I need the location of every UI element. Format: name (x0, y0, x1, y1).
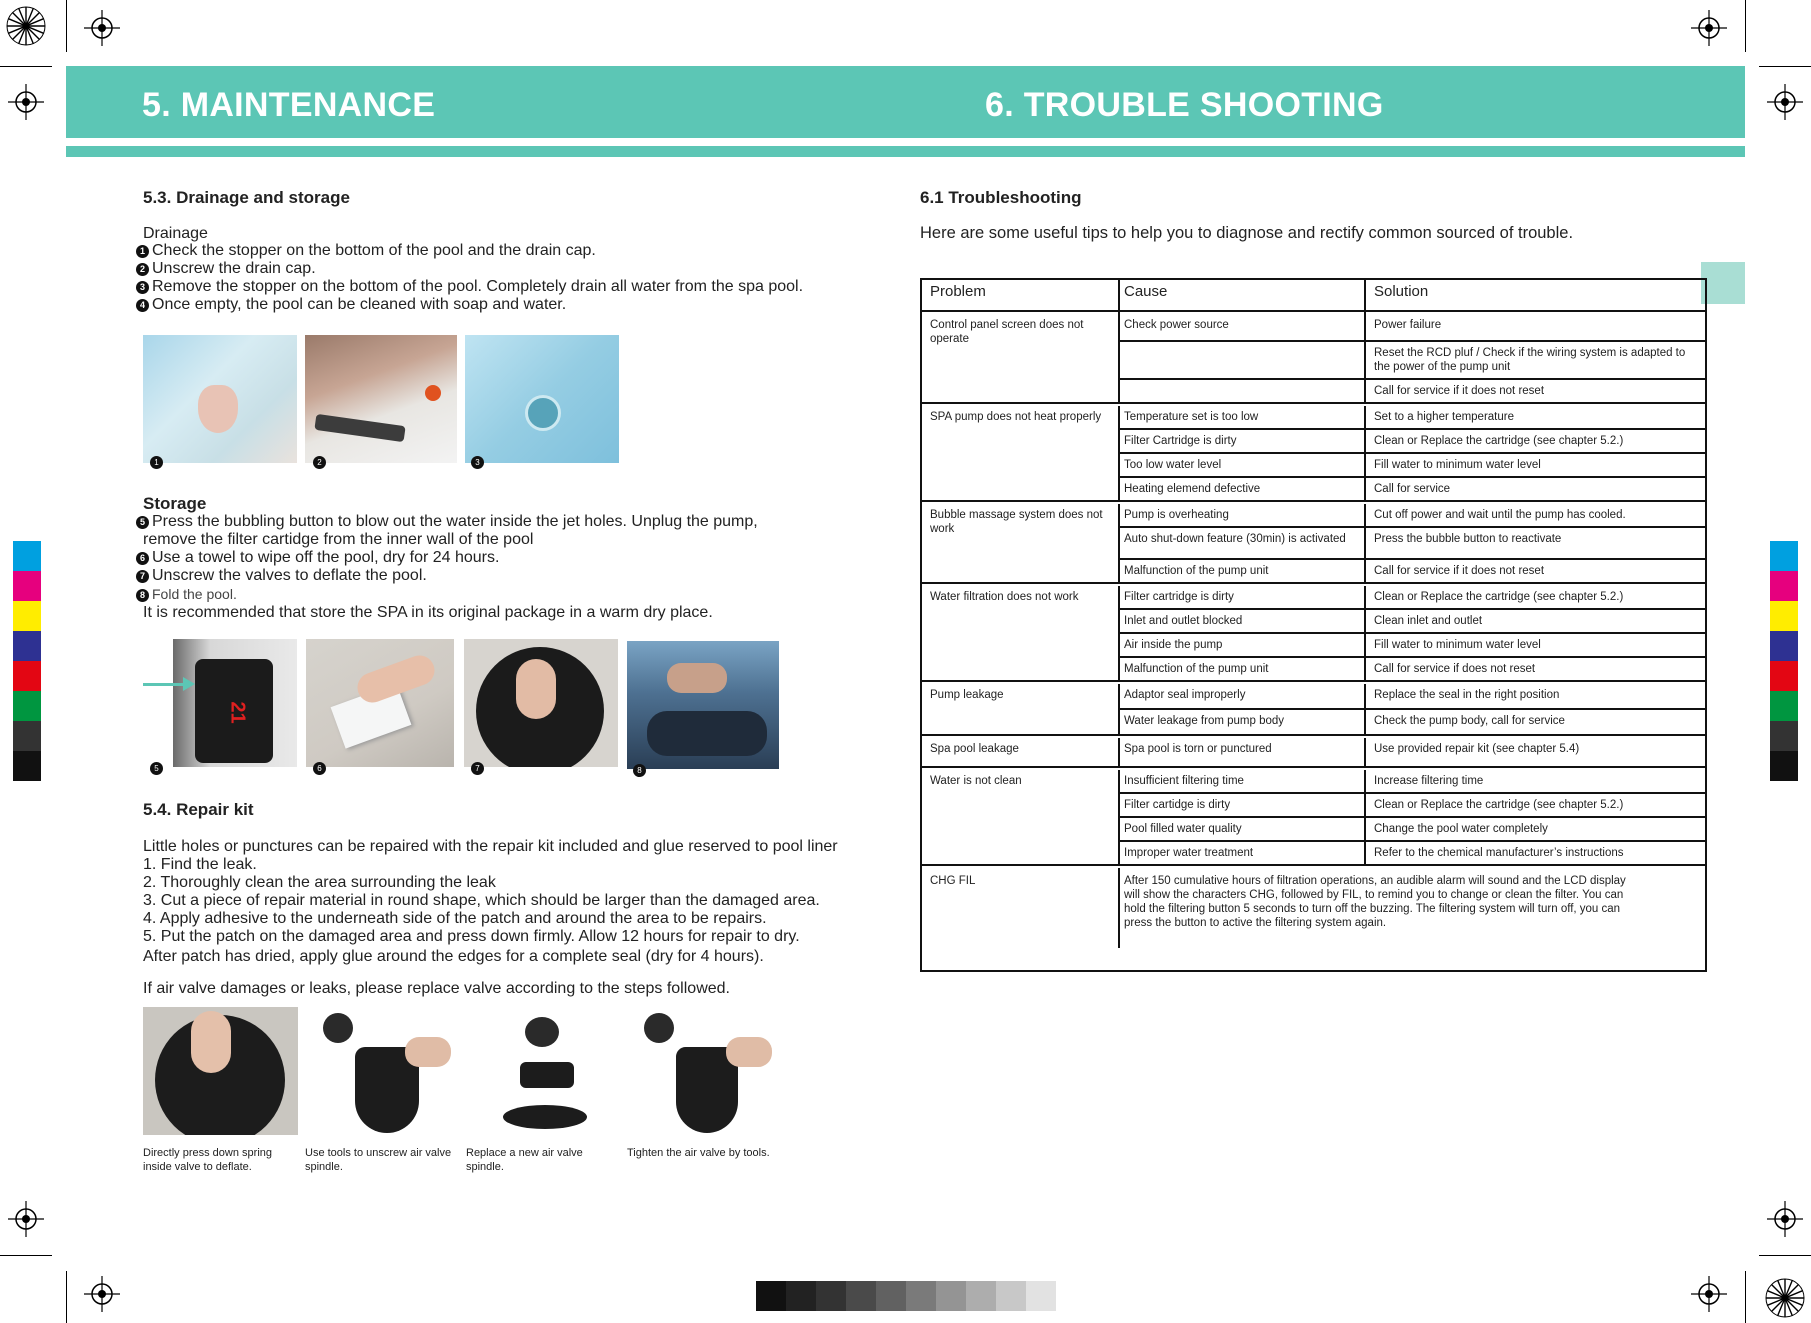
gray-swatch (756, 1281, 786, 1311)
table-rule (1120, 340, 1705, 342)
table-rule (922, 500, 1705, 502)
table-cause-cell: Filter cartridge is dirty (1124, 591, 1234, 603)
valve-photo-press (143, 1007, 298, 1135)
registration-mark-icon (1691, 10, 1727, 46)
valve-photo-unscrew (305, 1007, 458, 1135)
table-problem-cell: Water filtration does not work (930, 591, 1079, 603)
table-solution-cell: Reset the RCD pluf / Check if the wiring system is adapted to the power of the pump unit (1374, 347, 1686, 373)
table-cause-cell: Auto shut-down feature (30min) is activated (1124, 533, 1346, 545)
valve-caption-3: Replace a new air valve spindle. (466, 1147, 583, 1173)
table-rule (922, 864, 1705, 866)
trim-line (66, 1271, 67, 1323)
table-rule (1118, 406, 1120, 502)
table-rule (1118, 770, 1120, 866)
repair-text (143, 838, 863, 998)
drainage-step: 3 Remove the stopper on the bottom of the pool. Completely drain all water from the spa pool. (136, 278, 836, 296)
trim-line (66, 0, 67, 52)
table-rule (1120, 378, 1705, 380)
photo-number-badge: 6 (313, 762, 326, 775)
registration-mark-icon (1767, 84, 1803, 120)
color-swatch (13, 571, 41, 601)
step-number-badge: 4 (136, 299, 149, 312)
table-rule (1118, 314, 1120, 404)
table-cause-cell: Temperature set is too low (1124, 411, 1259, 423)
repair-step: 3. Cut a piece of repair material in round shape, which should be larger than the damaged area. (143, 892, 820, 909)
table-cause-cell: Adaptor seal improperly (1124, 689, 1246, 701)
table-rule (1118, 868, 1120, 948)
color-swatch (1770, 541, 1798, 571)
table-solution-cell: Clean or Replace the cartridge (see chapter 5.2.) (1374, 591, 1624, 603)
registration-mark-icon (84, 10, 120, 46)
table-rule (1118, 586, 1120, 682)
table-solution-cell: Power failure (1374, 319, 1442, 331)
table-solution-cell: Refer to the chemical manufacturer’s instructions (1374, 847, 1624, 859)
registration-mark-icon (8, 84, 44, 120)
table-header-solution: Solution (1374, 283, 1429, 300)
table-rule (1364, 314, 1366, 404)
gray-swatch (816, 1281, 846, 1311)
repair-intro: Little holes or punctures can be repaired with the repair kit included and glue reserved to pool liner (143, 838, 838, 855)
table-header-cause: Cause (1124, 283, 1168, 300)
table-problem-cell: Bubble massage system does not work (930, 509, 1103, 535)
table-solution-cell: Call for service if does not reset (1374, 663, 1536, 675)
table-cause-cell: Water leakage from pump body (1124, 715, 1285, 727)
table-problem-cell: Water is not clean (930, 775, 1022, 787)
table-rule (922, 734, 1705, 736)
color-swatch (13, 691, 41, 721)
valve-photo-replace (495, 1007, 595, 1135)
table-cause-cell: Insufficient filtering time (1124, 775, 1244, 787)
table-cause-cell: Check power source (1124, 319, 1229, 331)
step-number-badge: 8 (136, 589, 149, 602)
table-rule (1120, 452, 1705, 454)
valve-photo-tighten (636, 1007, 776, 1135)
table-cause-cell: Malfunction of the pump unit (1124, 565, 1269, 577)
repair-step: 2. Thoroughly clean the area surrounding the leak (143, 874, 496, 891)
step-number-badge: 5 (136, 516, 149, 529)
table-rule (1120, 608, 1705, 610)
side-tab (1701, 262, 1745, 304)
table-rule (1120, 656, 1705, 658)
color-swatch (13, 601, 41, 631)
drainage-steps (136, 242, 836, 314)
storage-step: 7 Unscrew the valves to deflate the pool. (136, 567, 836, 585)
color-swatch (1770, 751, 1798, 781)
table-solution-cell: Press the bubble button to reactivate (1374, 533, 1562, 545)
table-solution-cell: Increase filtering time (1374, 775, 1484, 787)
trim-line (0, 66, 52, 67)
step-number-badge: 2 (136, 263, 149, 276)
trim-line (1745, 1271, 1746, 1323)
table-rule (1118, 504, 1120, 584)
color-swatch (1770, 601, 1798, 631)
table-solution-cell: Clean inlet and outlet (1374, 615, 1483, 627)
table-chg-text: After 150 cumulative hours of filtration operations, an audible alarm will sound and the LCD display will show the characters CHG, followed by FIL, to remind you to change or clean the filter. You can hold the filtering button 5 seconds to turn off the buzzing. The filtering system will turn off, you can press the button to active the filtering system again. (1124, 875, 1626, 929)
trim-line (1745, 0, 1746, 52)
table-rule (1118, 684, 1120, 736)
drainage-step: 2 Unscrew the drain cap. (136, 260, 836, 278)
gray-swatch (1026, 1281, 1056, 1311)
storage-photo-valve (464, 639, 618, 767)
table-rule (1118, 738, 1120, 768)
registration-mark-icon (84, 1276, 120, 1312)
storage-photo-fold (627, 641, 779, 769)
arrow-pointer-head (183, 677, 195, 691)
drainage-photo-1 (143, 335, 297, 463)
table-solution-cell: Fill water to minimum water level (1374, 639, 1541, 651)
table-cause-cell: Malfunction of the pump unit (1124, 663, 1269, 675)
color-swatch (1770, 571, 1798, 601)
table-solution-cell: Call for service if it does not reset (1374, 565, 1545, 577)
drainage-photo-2 (305, 335, 457, 463)
table-cause-cell: Heating elemend defective (1124, 483, 1261, 495)
drainage-photo-3 (465, 335, 619, 463)
grayscale-ramp (756, 1281, 1056, 1311)
table-rule (1120, 558, 1705, 560)
step-number-badge: 1 (136, 245, 149, 258)
pump-display: 21 (226, 701, 249, 724)
gray-swatch (936, 1281, 966, 1311)
repair-step: 1. Find the leak. (143, 856, 257, 873)
table-rule (1364, 684, 1366, 736)
corner-starburst-icon (6, 6, 46, 46)
storage-step-5: 5 Press the bubbling button to blow out the water inside the jet holes. Unplug the pump, (136, 513, 836, 531)
gray-swatch (786, 1281, 816, 1311)
color-swatch (13, 661, 41, 691)
table-rule (922, 680, 1705, 682)
valve-caption-4: Tighten the air valve by tools. (627, 1147, 770, 1159)
table-rule (1120, 840, 1705, 842)
table-solution-cell: Check the pump body, call for service (1374, 715, 1565, 727)
table-rule (1118, 280, 1120, 314)
storage-step-5-cont: remove the filter cartidge from the inner wall of the pool (143, 531, 534, 548)
troubleshooting-intro: Here are some useful tips to help you to diagnose and rectify common sourced of trouble. (920, 224, 1574, 242)
header-rule (66, 146, 1745, 157)
table-solution-cell: Cut off power and wait until the pump has cooled. (1374, 509, 1626, 521)
trim-line (1759, 1255, 1811, 1256)
color-swatch (13, 631, 41, 661)
step-number-badge: 3 (136, 281, 149, 294)
table-rule (1364, 406, 1366, 502)
table-rule (922, 310, 1705, 312)
photo-number-badge: 3 (471, 456, 484, 469)
color-swatch-strip-left (13, 541, 41, 781)
table-cause-cell: Too low water level (1124, 459, 1222, 471)
color-swatch (13, 721, 41, 751)
gray-swatch (906, 1281, 936, 1311)
gray-swatch (966, 1281, 996, 1311)
table-rule (1120, 632, 1705, 634)
repair-valve-note: If air valve damages or leaks, please replace valve according to the steps followed. (143, 980, 730, 997)
table-solution-cell: Set to a higher temperature (1374, 411, 1514, 423)
color-swatch (1770, 721, 1798, 751)
table-rule (1364, 586, 1366, 682)
registration-mark-icon (1691, 1276, 1727, 1312)
table-solution-cell: Call for service (1374, 483, 1451, 495)
table-rule (1364, 280, 1366, 314)
registration-mark-icon (1767, 1201, 1803, 1237)
repair-step: 4. Apply adhesive to the underneath side of the patch and around the area to be repairs. (143, 910, 767, 927)
table-cause-cell: Filter cartidge is dirty (1124, 799, 1231, 811)
troubleshooting-heading: 6. TROUBLE SHOOTING (985, 86, 1384, 124)
color-swatch (1770, 631, 1798, 661)
trim-line (1759, 66, 1811, 67)
valve-caption-2: Use tools to unscrew air valve spindle. (305, 1147, 452, 1173)
table-rule (922, 402, 1705, 404)
table-cause-cell: Filter Cartridge is dirty (1124, 435, 1237, 447)
step-number-badge: 6 (136, 552, 149, 565)
repair-step: 5. Put the patch on the damaged area and press down firmly. Allow 12 hours for repair to dry. (143, 928, 800, 945)
table-solution-cell: Clean or Replace the cartridge (see chapter 5.2.) (1374, 435, 1624, 447)
color-swatch (13, 541, 41, 571)
corner-starburst-icon (1765, 1278, 1805, 1318)
table-solution-cell: Clean or Replace the cartridge (see chapter 5.2.) (1374, 799, 1624, 811)
storage-photo-control-panel (173, 639, 297, 767)
drainage-step: 1 Check the stopper on the bottom of the pool and the drain cap. (136, 242, 836, 260)
storage-step: 6 Use a towel to wipe off the pool, dry for 24 hours. (136, 549, 836, 567)
step-number-badge: 7 (136, 570, 149, 583)
photo-number-badge: 8 (633, 764, 646, 777)
valve-caption-1: Directly press down spring inside valve to deflate. (143, 1147, 272, 1173)
table-cause-cell: Improper water treatment (1124, 847, 1254, 859)
maintenance-heading: 5. MAINTENANCE (142, 86, 436, 124)
storage-photo-towel (306, 639, 454, 767)
table-cause-cell: Spa pool is torn or punctured (1124, 743, 1272, 755)
gray-swatch (876, 1281, 906, 1311)
table-rule (1364, 504, 1366, 584)
trim-line (0, 1255, 52, 1256)
table-solution-cell: Fill water to minimum water level (1374, 459, 1541, 471)
drainage-step: 4 Once empty, the pool can be cleaned with soap and water. (136, 296, 836, 314)
table-cause-cell: Inlet and outlet blocked (1124, 615, 1243, 627)
table-rule (1120, 476, 1705, 478)
color-swatch-strip-right (1770, 541, 1798, 781)
table-cause-cell: Pump is overheating (1124, 509, 1229, 521)
table-rule (1120, 816, 1705, 818)
photo-number-badge: 1 (150, 456, 163, 469)
table-solution-cell: Use provided repair kit (see chapter 5.4) (1374, 743, 1580, 755)
table-rule (922, 582, 1705, 584)
table-rule (922, 766, 1705, 768)
table-rule (1120, 708, 1705, 710)
table-rule (1120, 792, 1705, 794)
repair-after: After patch has dried, apply glue around the edges for a complete seal (dry for 4 hours). (143, 948, 764, 965)
repair-section-title: 5.4. Repair kit (143, 800, 254, 819)
table-header-problem: Problem (930, 283, 986, 300)
storage-step: 8 Fold the pool. (136, 585, 836, 604)
troubleshooting-table (920, 278, 1707, 972)
color-swatch (1770, 661, 1798, 691)
table-solution-cell: Call for service if it does not reset (1374, 385, 1545, 397)
photo-number-badge: 5 (150, 762, 163, 775)
color-swatch (13, 751, 41, 781)
photo-number-badge: 7 (471, 762, 484, 775)
table-rule (1364, 770, 1366, 866)
table-solution-cell: Replace the seal in the right position (1374, 689, 1560, 701)
table-rule (1120, 526, 1705, 528)
storage-subtitle: Storage (143, 494, 207, 513)
gray-swatch (846, 1281, 876, 1311)
color-swatch (1770, 691, 1798, 721)
table-problem-cell: Pump leakage (930, 689, 1004, 701)
drainage-subtitle: Drainage (143, 225, 208, 242)
table-problem-cell: SPA pump does not heat properly (930, 411, 1102, 423)
table-cause-cell: Air inside the pump (1124, 639, 1223, 651)
table-solution-cell: Change the pool water completely (1374, 823, 1548, 835)
table-problem-cell: CHG FIL (930, 875, 976, 887)
table-rule (1364, 738, 1366, 768)
troubleshooting-section-title: 6.1 Troubleshooting (920, 188, 1082, 207)
gray-swatch (996, 1281, 1026, 1311)
table-cause-cell: Pool filled water quality (1124, 823, 1242, 835)
table-problem-cell: Control panel screen does not operate (930, 319, 1084, 345)
registration-mark-icon (8, 1201, 44, 1237)
storage-steps (136, 513, 836, 622)
storage-note: It is recommended that store the SPA in its original package in a warm dry place. (143, 604, 713, 621)
table-problem-cell: Spa pool leakage (930, 743, 1019, 755)
photo-number-badge: 2 (313, 456, 326, 469)
table-rule (1120, 428, 1705, 430)
drainage-section-title: 5.3. Drainage and storage (143, 188, 350, 207)
